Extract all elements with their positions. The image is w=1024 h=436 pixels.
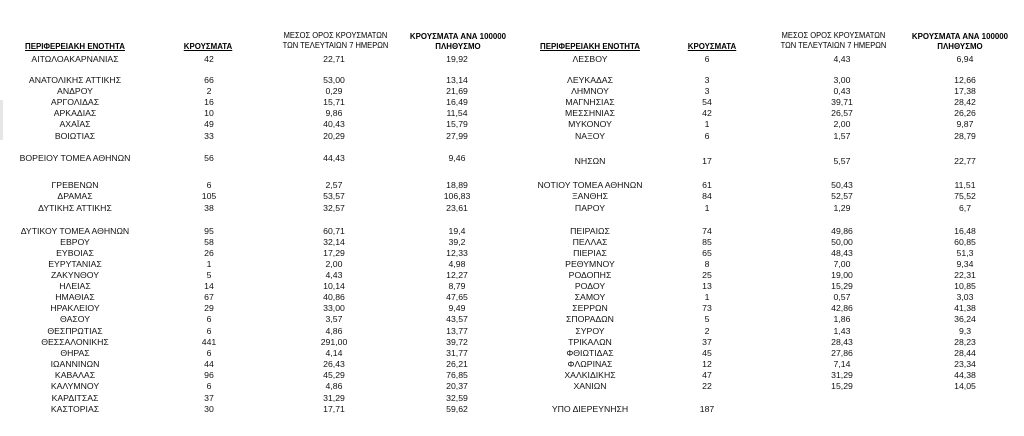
region-name-cell: ΘΕΣΣΑΛΟΝΙΚΗΣ — [41, 337, 109, 347]
region-name-cell: ΑΝΔΡΟΥ — [57, 86, 93, 96]
per100k-cell: 28,42 — [954, 97, 976, 107]
cases-cell: 65 — [702, 248, 712, 258]
per100k-cell: 59,62 — [446, 404, 468, 414]
avg7-cell: 15,71 — [323, 97, 345, 107]
avg7-cell: 39,71 — [831, 97, 853, 107]
cases-cell: 67 — [204, 292, 214, 302]
cases-cell: 14 — [204, 281, 214, 291]
cases-cell: 441 — [201, 337, 217, 347]
region-name-cell: ΥΠΟ ΔΙΕΡΕΥΝΗΣΗ — [551, 404, 629, 414]
cases-cell: 25 — [702, 270, 712, 280]
table-row — [0, 292, 1024, 303]
cases-cell: 10 — [204, 108, 214, 118]
region-name-cell: ΠΕΙΡΑΙΩΣ — [570, 226, 610, 236]
per100k-cell: 14,05 — [954, 381, 976, 391]
per100k-cell: 9,34 — [956, 259, 974, 269]
avg7-cell: 0,57 — [833, 292, 851, 302]
header-region-right: ΠΕΡΙΦΕΡΕΙΑΚΗ ΕΝΟΤΗΤΑ — [540, 41, 640, 51]
per100k-cell: 4,98 — [448, 259, 466, 269]
region-name-cell: ΔΥΤΙΚΟΥ ΤΟΜΕΑ ΑΘΗΝΩΝ — [20, 226, 130, 236]
table-row — [0, 86, 1024, 97]
cases-cell: 6 — [206, 381, 212, 391]
per100k-cell: 10,85 — [954, 281, 976, 291]
region-name-cell: ΚΑΡΔΙΤΣΑΣ — [51, 393, 99, 403]
per100k-cell: 6,94 — [956, 54, 974, 64]
table-row — [0, 191, 1024, 202]
table-row — [0, 248, 1024, 259]
region-name-cell: ΗΜΑΘΙΑΣ — [55, 292, 95, 302]
cases-cell: 13 — [702, 281, 712, 291]
header-avg7-right: ΜΕΣΟΣ ΟΡΟΣ ΚΡΟΥΣΜΑΤΩΝ ΤΩΝ ΤΕΛΕΥΤΑΙΩΝ 7 ΗΜΕΡΩΝ — [780, 31, 887, 50]
region-name-cell: ΖΑΚΥΝΘΟΥ — [51, 270, 99, 280]
per100k-cell: 12,27 — [446, 270, 468, 280]
cases-cell: 6 — [704, 131, 710, 141]
cases-cell: 29 — [204, 303, 214, 313]
per100k-cell: 19,92 — [446, 54, 468, 64]
avg7-cell: 5,57 — [833, 156, 851, 166]
avg7-cell: 26,43 — [323, 359, 345, 369]
avg7-cell: 291,00 — [320, 337, 348, 347]
avg7-cell: 45,29 — [323, 370, 345, 380]
avg7-cell: 32,57 — [323, 203, 345, 213]
cases-cell: 12 — [702, 359, 712, 369]
avg7-cell: 0,43 — [833, 86, 851, 96]
per100k-cell: 9,87 — [956, 119, 974, 129]
avg7-cell: 28,43 — [831, 337, 853, 347]
avg7-cell: 33,00 — [323, 303, 345, 313]
table-row — [0, 393, 1024, 404]
per100k-cell: 20,37 — [446, 381, 468, 391]
region-name-cell: ΛΕΣΒΟΥ — [572, 54, 608, 64]
region-name-cell: ΣΠΟΡΑΔΩΝ — [566, 314, 614, 324]
avg7-cell: 7,00 — [833, 259, 851, 269]
per100k-cell: 23,61 — [446, 203, 468, 213]
avg7-cell: 60,71 — [323, 226, 345, 236]
avg7-cell: 10,14 — [323, 281, 345, 291]
per100k-cell: 43,57 — [446, 314, 468, 324]
region-name-cell: ΔΡΑΜΑΣ — [57, 191, 93, 201]
region-name-cell: ΤΡΙΚΑΛΩΝ — [568, 337, 612, 347]
region-name-cell: ΚΑΒΑΛΑΣ — [54, 370, 96, 380]
cases-cell: 58 — [204, 237, 214, 247]
region-name-cell: ΒΟΡΕΙΟΥ ΤΟΜΕΑ ΑΘΗΝΩΝ — [19, 153, 131, 163]
cases-cell: 1 — [704, 292, 710, 302]
per100k-cell: 9,49 — [448, 303, 466, 313]
region-name-cell: ΠΑΡΟΥ — [574, 203, 606, 213]
per100k-cell: 41,38 — [954, 303, 976, 313]
per100k-cell: 6,7 — [958, 203, 972, 213]
avg7-cell: 0,29 — [325, 86, 343, 96]
table-row — [0, 303, 1024, 314]
cases-cell: 5 — [704, 314, 710, 324]
avg7-cell: 2,00 — [833, 119, 851, 129]
region-name-cell: ΘΗΡΑΣ — [60, 348, 90, 358]
cases-cell: 1 — [704, 119, 710, 129]
region-name-cell: ΣΥΡΟΥ — [575, 326, 605, 336]
table-row — [0, 270, 1024, 281]
cases-cell: 26 — [204, 248, 214, 258]
cases-cell: 16 — [204, 97, 214, 107]
table-row — [0, 370, 1024, 381]
cases-cell: 37 — [204, 393, 214, 403]
avg7-cell: 31,29 — [831, 370, 853, 380]
avg7-cell: 19,00 — [831, 270, 853, 280]
region-name-cell: ΦΘΙΩΤΙΔΑΣ — [566, 348, 614, 358]
region-name-cell: ΡΟΔΟΠΗΣ — [568, 270, 612, 280]
region-name-cell: ΙΩΑΝΝΙΝΩΝ — [50, 359, 100, 369]
table-row — [0, 281, 1024, 292]
avg7-cell: 15,29 — [831, 281, 853, 291]
table-row — [0, 97, 1024, 108]
cases-cell: 38 — [204, 203, 214, 213]
per100k-cell: 16,48 — [954, 226, 976, 236]
table-row — [0, 203, 1024, 214]
avg7-cell: 44,43 — [323, 153, 345, 163]
cases-cell: 45 — [702, 348, 712, 358]
cases-cell: 6 — [206, 180, 212, 190]
per100k-cell: 26,26 — [954, 108, 976, 118]
table-row — [0, 54, 1024, 65]
cases-cell: 3 — [704, 75, 710, 85]
avg7-cell: 4,86 — [325, 381, 343, 391]
cases-cell: 1 — [206, 259, 212, 269]
region-name-cell: ΝΑΞΟΥ — [575, 131, 605, 141]
cases-cell: 3 — [704, 86, 710, 96]
region-name-cell: ΓΡΕΒΕΝΩΝ — [51, 180, 99, 190]
per100k-cell: 36,24 — [954, 314, 976, 324]
cases-cell: 42 — [204, 54, 214, 64]
cases-cell: 74 — [702, 226, 712, 236]
avg7-cell: 53,57 — [323, 191, 345, 201]
per100k-cell: 16,49 — [446, 97, 468, 107]
per100k-cell: 39,2 — [448, 237, 466, 247]
cases-cell: 37 — [702, 337, 712, 347]
per100k-cell: 17,38 — [954, 86, 976, 96]
per100k-cell: 18,89 — [446, 180, 468, 190]
cases-cell: 33 — [204, 131, 214, 141]
table-row — [0, 348, 1024, 359]
avg7-cell: 15,29 — [831, 381, 853, 391]
per100k-cell: 21,69 — [446, 86, 468, 96]
avg7-cell: 31,29 — [323, 393, 345, 403]
avg7-cell: 2,00 — [325, 259, 343, 269]
per100k-cell: 47,65 — [446, 292, 468, 302]
table-row — [0, 226, 1024, 237]
per100k-cell: 13,14 — [446, 75, 468, 85]
region-name-cell: ΕΥΒΟΙΑΣ — [56, 248, 94, 258]
cases-cell: 56 — [204, 153, 214, 163]
region-name-cell: ΣΕΡΡΩΝ — [572, 303, 608, 313]
cases-cell: 187 — [699, 404, 715, 414]
avg7-cell: 50,43 — [831, 180, 853, 190]
cases-cell: 73 — [702, 303, 712, 313]
header-cases-left: ΚΡΟΥΣΜΑΤΑ — [183, 41, 233, 51]
cases-cell: 96 — [204, 370, 214, 380]
per100k-cell: 8,79 — [448, 281, 466, 291]
per100k-cell: 22,77 — [954, 156, 976, 166]
per100k-cell: 12,66 — [954, 75, 976, 85]
per100k-cell: 31,77 — [446, 348, 468, 358]
cases-cell: 95 — [204, 226, 214, 236]
region-name-cell: ΜΥΚΟΝΟΥ — [568, 119, 612, 129]
per100k-cell: 39,72 — [446, 337, 468, 347]
avg7-cell: 40,43 — [323, 119, 345, 129]
avg7-cell: 4,14 — [325, 348, 343, 358]
region-name-cell: ΘΑΣΟΥ — [59, 314, 91, 324]
avg7-cell: 17,29 — [323, 248, 345, 258]
avg7-cell: 20,29 — [323, 131, 345, 141]
cases-cell: 105 — [201, 191, 217, 201]
per100k-cell: 13,77 — [446, 326, 468, 336]
table-row — [0, 259, 1024, 270]
region-name-cell: ΠΕΛΛΑΣ — [572, 237, 608, 247]
avg7-cell: 48,43 — [831, 248, 853, 258]
table-row — [0, 314, 1024, 325]
per100k-cell: 76,85 — [446, 370, 468, 380]
cases-cell: 8 — [704, 259, 710, 269]
avg7-cell: 7,14 — [833, 359, 851, 369]
header-cases-right: ΚΡΟΥΣΜΑΤΑ — [687, 41, 737, 51]
cases-cell: 22 — [702, 381, 712, 391]
cases-cell: 5 — [206, 270, 212, 280]
avg7-cell: 3,57 — [325, 314, 343, 324]
table-row — [0, 404, 1024, 415]
region-name-cell: ΡΕΘΥΜΝΟΥ — [565, 259, 615, 269]
per100k-cell: 19,4 — [448, 226, 466, 236]
region-name-cell: ΜΑΓΝΗΣΙΑΣ — [565, 97, 615, 107]
region-name-cell: ΚΑΣΤΟΡΙΑΣ — [50, 404, 100, 414]
avg7-cell: 49,86 — [831, 226, 853, 236]
region-name-cell: ΛΕΥΚΑΔΑΣ — [567, 75, 613, 85]
cases-cell: 17 — [702, 156, 712, 166]
per100k-cell: 3,03 — [956, 292, 974, 302]
avg7-cell: 42,86 — [831, 303, 853, 313]
per100k-cell: 28,23 — [954, 337, 976, 347]
per100k-cell: 60,85 — [954, 237, 976, 247]
avg7-cell: 27,86 — [831, 348, 853, 358]
region-name-cell: ΒΟΙΩΤΙΑΣ — [54, 131, 96, 141]
region-name-cell: ΝΟΤΙΟΥ ΤΟΜΕΑ ΑΘΗΝΩΝ — [537, 180, 643, 190]
region-name-cell: ΑΡΓΟΛΙΔΑΣ — [50, 97, 100, 107]
cases-cell: 42 — [702, 108, 712, 118]
avg7-cell: 9,86 — [325, 108, 343, 118]
cases-cell: 1 — [704, 203, 710, 213]
per100k-cell: 26,21 — [446, 359, 468, 369]
region-name-cell: ΕΒΡΟΥ — [60, 237, 90, 247]
cases-cell: 47 — [702, 370, 712, 380]
region-name-cell: ΑΡΚΑΔΙΑΣ — [53, 108, 97, 118]
per100k-cell: 28,79 — [954, 131, 976, 141]
per100k-cell: 32,59 — [446, 393, 468, 403]
region-name-cell: ΚΑΛΥΜΝΟΥ — [50, 381, 100, 391]
region-name-cell: ΑΙΤΩΛΟΑΚΑΡΝΑΝΙΑΣ — [31, 54, 119, 64]
cases-cell: 49 — [204, 119, 214, 129]
cases-cell: 85 — [702, 237, 712, 247]
avg7-cell: 1,86 — [833, 314, 851, 324]
per100k-cell: 27,99 — [446, 131, 468, 141]
per100k-cell: 12,33 — [446, 248, 468, 258]
avg7-cell: 17,71 — [323, 404, 345, 414]
per100k-cell: 11,54 — [446, 108, 468, 118]
avg7-cell: 2,57 — [325, 180, 343, 190]
header-region-left: ΠΕΡΙΦΕΡΕΙΑΚΗ ΕΝΟΤΗΤΑ — [25, 41, 125, 51]
region-name-cell: ΦΛΩΡΙΝΑΣ — [567, 359, 613, 369]
table-row — [0, 326, 1024, 337]
avg7-cell: 1,29 — [833, 203, 851, 213]
cases-cell: 6 — [206, 326, 212, 336]
avg7-cell: 1,43 — [833, 326, 851, 336]
table-row — [0, 180, 1024, 191]
table-row — [0, 131, 1024, 142]
per100k-cell: 11,51 — [954, 180, 976, 190]
avg7-cell: 50,00 — [831, 237, 853, 247]
region-name-cell: ΘΕΣΠΡΩΤΙΑΣ — [47, 326, 103, 336]
cases-cell: 2 — [206, 86, 212, 96]
header-per100k-right: ΚΡΟΥΣΜΑΤΑ ΑΝΑ 100000 ΠΛΗΘΥΣΜΟ — [911, 31, 1009, 51]
per100k-cell: 9,46 — [448, 153, 466, 163]
table-row — [0, 381, 1024, 392]
avg7-cell: 4,86 — [325, 326, 343, 336]
cases-cell: 6 — [206, 348, 212, 358]
region-name-cell: ΜΕΣΣΗΝΙΑΣ — [565, 108, 615, 118]
per100k-cell: 15,79 — [446, 119, 468, 129]
region-name-cell: ΝΗΣΩΝ — [574, 156, 606, 166]
avg7-cell: 40,86 — [323, 292, 345, 302]
cases-cell: 61 — [702, 180, 712, 190]
avg7-cell: 4,43 — [325, 270, 343, 280]
cases-cell: 44 — [204, 359, 214, 369]
cases-cell: 2 — [704, 326, 710, 336]
avg7-cell: 22,71 — [323, 54, 345, 64]
cases-cell: 84 — [702, 191, 712, 201]
per100k-cell: 23,34 — [954, 359, 976, 369]
table-row — [0, 108, 1024, 119]
table-row — [0, 119, 1024, 130]
region-name-cell: ΞΑΝΘΗΣ — [571, 191, 609, 201]
cases-cell: 30 — [204, 404, 214, 414]
per100k-cell: 9,3 — [958, 326, 972, 336]
region-name-cell: ΗΛΕΙΑΣ — [59, 281, 91, 291]
per100k-cell: 75,52 — [954, 191, 976, 201]
region-name-cell: ΧΑΛΚΙΔΙΚΗΣ — [564, 370, 616, 380]
per100k-cell: 51,3 — [956, 248, 974, 258]
per100k-cell: 44,38 — [954, 370, 976, 380]
avg7-cell: 26,57 — [831, 108, 853, 118]
avg7-cell: 32,14 — [323, 237, 345, 247]
per100k-cell: 22,31 — [954, 270, 976, 280]
region-name-cell: ΠΙΕΡΙΑΣ — [573, 248, 607, 258]
avg7-cell: 53,00 — [323, 75, 345, 85]
table-row — [0, 337, 1024, 348]
table-row — [0, 75, 1024, 86]
cases-cell: 66 — [204, 75, 214, 85]
region-name-cell: ΧΑΝΙΩΝ — [573, 381, 607, 391]
header-per100k-left: ΚΡΟΥΣΜΑΤΑ ΑΝΑ 100000 ΠΛΗΘΥΣΜΟ — [409, 31, 507, 51]
table-row — [0, 156, 1024, 167]
region-name-cell: ΛΗΜΝΟΥ — [571, 86, 609, 96]
region-name-cell: ΑΝΑΤΟΛΙΚΗΣ ΑΤΤΙΚΗΣ — [28, 75, 122, 85]
region-name-cell: ΕΥΡΥΤΑΝΙΑΣ — [48, 259, 102, 269]
region-name-cell: ΑΧΑΪΑΣ — [59, 119, 91, 129]
cases-cell: 6 — [206, 314, 212, 324]
table-row — [0, 359, 1024, 370]
avg7-cell: 4,43 — [833, 54, 851, 64]
per100k-cell: 28,44 — [954, 348, 976, 358]
region-name-cell: ΔΥΤΙΚΗΣ ΑΤΤΙΚΗΣ — [38, 203, 112, 213]
per100k-cell: 106,83 — [443, 191, 471, 201]
region-name-cell: ΡΟΔΟΥ — [574, 281, 606, 291]
region-name-cell: ΗΡΑΚΛΕΙΟΥ — [50, 303, 100, 313]
avg7-cell: 52,57 — [831, 191, 853, 201]
cases-cell: 54 — [702, 97, 712, 107]
region-name-cell: ΣΑΜΟΥ — [574, 292, 606, 302]
avg7-cell: 3,00 — [833, 75, 851, 85]
table-row — [0, 237, 1024, 248]
avg7-cell: 1,57 — [833, 131, 851, 141]
cases-cell: 6 — [704, 54, 710, 64]
header-avg7-left: ΜΕΣΟΣ ΟΡΟΣ ΚΡΟΥΣΜΑΤΩΝ ΤΩΝ ΤΕΛΕΥΤΑΙΩΝ 7 ΗΜΕΡΩΝ — [282, 31, 389, 50]
